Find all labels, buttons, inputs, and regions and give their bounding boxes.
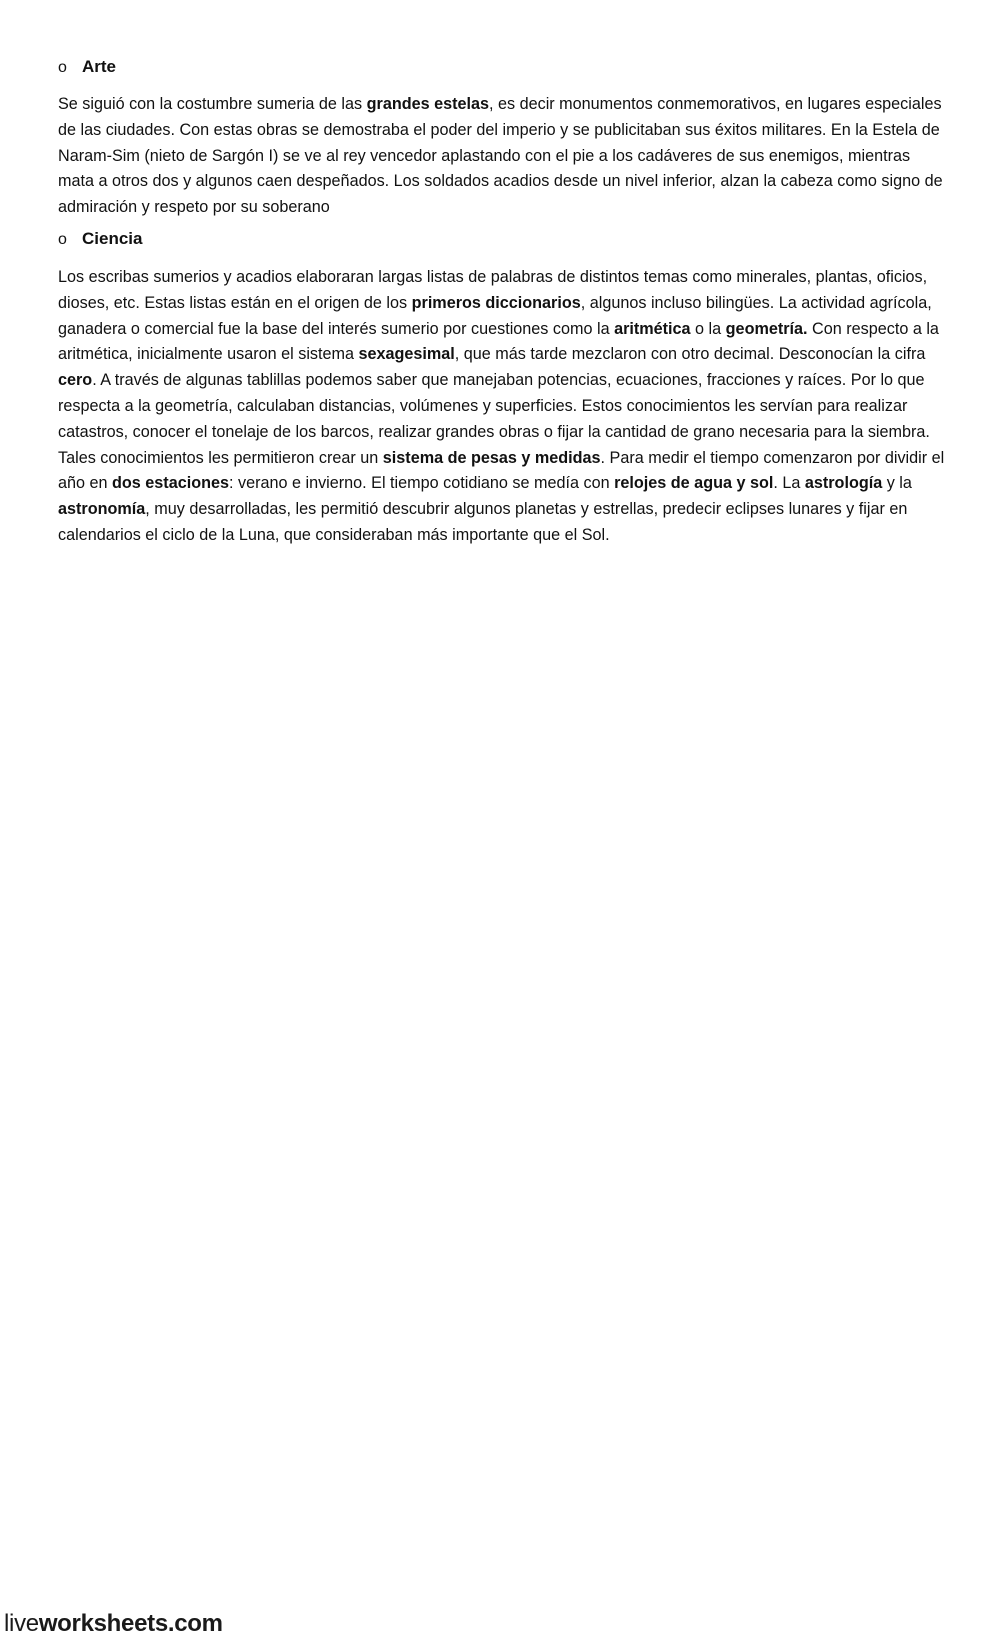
text-run: , muy desarrolladas, les permitió descubrir algunos planetas y estrellas, predecir eclipses lunares y fijar en calendarios el ciclo de la Luna, que consideraban más importante que el Sol. bbox=[58, 500, 908, 544]
bold-term: geometría. bbox=[725, 319, 808, 338]
heading-text: Arte bbox=[82, 57, 117, 76]
text-run: Se siguió con la costumbre sumeria de las bbox=[58, 95, 367, 113]
text-run: , algunos incluso bilingües. La actividad agrícola, ganadera o comercial fue la base del interés sumerio por cuestiones como la bbox=[58, 293, 932, 338]
bold-term: astrología bbox=[804, 474, 883, 493]
text-run: . La bbox=[773, 474, 805, 493]
text-run: , que más tarde mezclaron con otro decimal. Desconocían la cifra bbox=[454, 345, 926, 364]
bold-term: grandes estelas bbox=[366, 95, 489, 113]
list-bullet: o bbox=[58, 231, 67, 248]
text-run: Los escribas sumerios y acadios elaboraran largas listas de palabras de distintos temas como minerales, plantas, oficios, dioses, etc. Estas listas están en el origen de los bbox=[58, 268, 928, 312]
logo-text-light: live bbox=[4, 1610, 39, 1637]
text-run: : verano e invierno. El tiempo cotidiano se medía con bbox=[228, 474, 615, 493]
text-run: Con respecto a la aritmética, inicialmente usaron el sistema bbox=[58, 319, 939, 364]
text-run: , es decir monumentos conmemorativos, en lugares especiales de las ciudades. Con estas obras se demostraba el poder del imperio y se publicitaban sus éxitos militares. En la Estela de Naram-Sim (nieto de Sargón I) se ve al rey vencedor aplastando con el pie a los cadáveres de sus enemigos, mientras mata a otros dos y algunos caen despeñados. Los soldados acadios desde un nivel inferior, alzan la cabeza como signo de admiración y respeto por su soberano bbox=[58, 95, 943, 217]
bold-term: sistema de pesas y medidas bbox=[382, 448, 601, 467]
bold-term: aritmética bbox=[614, 319, 691, 338]
heading-text: Ciencia bbox=[82, 229, 143, 248]
bold-term: relojes de agua y sol bbox=[614, 474, 774, 493]
bold-term: astronomía bbox=[58, 500, 146, 519]
text-run: . Para medir el tiempo comenzaron por dividir el año en bbox=[58, 448, 945, 493]
text-run: . A través de algunas tablillas podemos saber que manejaban potencias, ecuaciones, fracciones y raíces. Por lo que respecta a la geometría, calculaban distancias, volúmenes y superficies. Estos conocimientos les servían para realizar catastros, conocer el tonelaje de los barcos, realizar grandes obras o fijar la cantidad de grano necesaria para la siembra. Tales conocimientos les permitieron crear un bbox=[58, 371, 930, 467]
section-heading-arte bbox=[58, 57, 116, 77]
bold-term: dos estaciones bbox=[112, 474, 229, 493]
logo-text-bold: worksheets.com bbox=[38, 1610, 223, 1637]
bold-term: cero bbox=[58, 371, 93, 390]
bold-term: sexagesimal bbox=[358, 345, 455, 364]
section-heading-ciencia bbox=[58, 229, 142, 249]
text-run: o la bbox=[690, 319, 726, 338]
list-bullet: o bbox=[58, 59, 67, 76]
bold-term: primeros diccionarios bbox=[411, 293, 581, 312]
paragraph-ciencia bbox=[58, 265, 948, 549]
paragraph-arte bbox=[58, 92, 948, 221]
text-run: y la bbox=[882, 474, 912, 493]
liveworksheets-logo[interactable] bbox=[4, 1610, 223, 1638]
